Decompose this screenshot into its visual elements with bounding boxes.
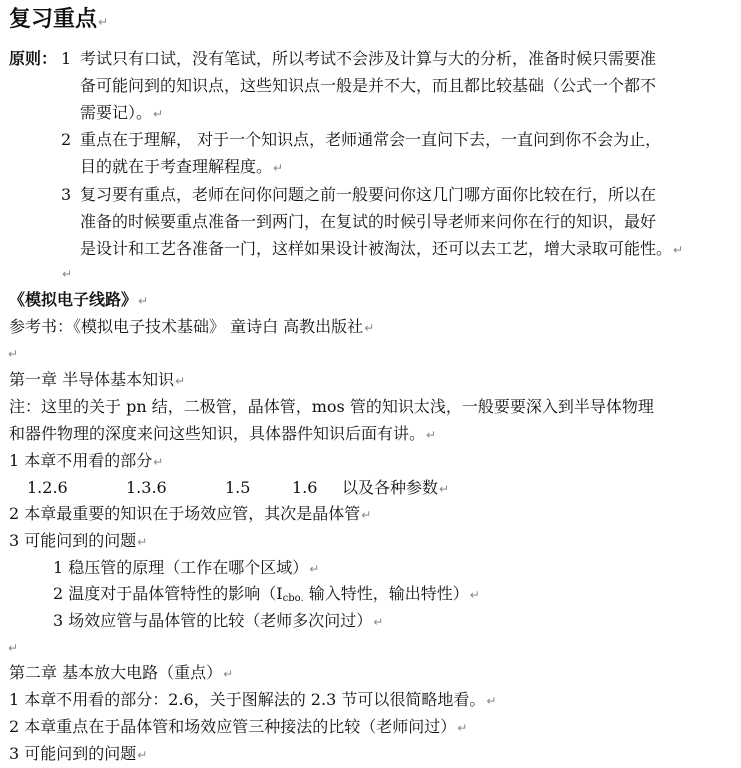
principles-label: 原则： xyxy=(9,49,58,68)
paragraph-mark-icon: ↵ xyxy=(62,267,73,281)
chapter-2-item-3: 3 可能问到的问题↵ xyxy=(9,744,148,763)
empty-paragraph xyxy=(7,342,18,365)
paragraph-mark-icon: ↵ xyxy=(137,535,148,549)
doc-title: 复习重点↵ xyxy=(9,6,109,32)
paragraph-mark-icon: ↵ xyxy=(8,347,19,361)
paragraph-mark-icon: ↵ xyxy=(457,721,468,735)
paragraph-mark-icon: ↵ xyxy=(364,321,375,335)
chapter-1-item-2: 2 本章最重要的知识在于场效应管，其次是晶体管↵ xyxy=(9,504,372,523)
skip-section: 1.2.6 xyxy=(27,478,68,497)
principle-3-line-2: 准备的时候要重点准备一到两门，在复试的时候引导老师来问你在行的知识，最好 xyxy=(80,212,657,231)
paragraph-mark-icon: ↵ xyxy=(426,428,437,442)
paragraph-mark-icon: ↵ xyxy=(153,107,164,121)
principle-2-line-1: 重点在于理解， 对于一个知识点，老师通常会一直问下去，一直问到你不会为止， xyxy=(80,130,662,149)
principle-2-line-2: 目的就在于考查理解程度。↵ xyxy=(80,157,284,176)
skip-section: 1.6 xyxy=(292,478,318,497)
chapter-1-note-line-1: 注：这里的关于 pn 结，二极管，晶体管，mos 管的知识太浅，一般要要深入到半导体物理 xyxy=(9,397,654,416)
skip-section: 以及各种参数↵ xyxy=(342,478,450,497)
paragraph-mark-icon: ↵ xyxy=(273,161,284,175)
paragraph-mark-icon: ↵ xyxy=(153,455,164,469)
chapter-1-item-3: 3 可能问到的问题↵ xyxy=(9,531,148,550)
chapter-1-note-line-2: 和器件物理的深度来问这些知识，具体器件知识后面有讲。↵ xyxy=(9,424,437,443)
principle-3-number: 3 xyxy=(61,185,72,204)
paragraph-mark-icon: ↵ xyxy=(138,294,149,308)
principle-1-line-1: 考试只有口试，没有笔试，所以考试不会涉及计算与大的分析，准备时候只需要准 xyxy=(80,49,657,68)
principle-1-line-3: 需要记）。↵ xyxy=(80,103,164,122)
paragraph-mark-icon: ↵ xyxy=(439,482,450,496)
paragraph-mark-icon: ↵ xyxy=(373,615,384,629)
chapter-1-item-1: 1 本章不用看的部分↵ xyxy=(9,451,164,470)
chapter-2-heading: 第二章 基本放大电路（重点）↵ xyxy=(9,663,234,682)
question-3: 3 场效应管与晶体管的比较（老师多次问过）↵ xyxy=(53,611,384,630)
paragraph-mark-icon: ↵ xyxy=(175,374,186,388)
empty-paragraph xyxy=(7,636,18,659)
paragraph-mark-icon: ↵ xyxy=(361,508,372,522)
paragraph-mark-icon: ↵ xyxy=(469,588,480,602)
paragraph-mark-icon: ↵ xyxy=(98,15,109,29)
principle-1-number: 1 xyxy=(61,49,72,68)
principle-3-line-1: 复习要有重点，老师在问你问题之前一般要问你这几门哪方面你比较在行，所以在 xyxy=(80,185,657,204)
paragraph-mark-icon: ↵ xyxy=(137,748,148,762)
skip-section: 1.3.6 xyxy=(126,478,167,497)
question-2: 2 温度对于晶体管特性的影响（$I_{cbo.}$ 输入特性，输出特性）↵ xyxy=(53,584,480,604)
chapter-2-item-2: 2 本章重点在于晶体管和场效应管三种接法的比较（老师问过）↵ xyxy=(9,717,468,736)
reference-book: 参考书：《模拟电子技术基础》 童诗白 高教出版社↵ xyxy=(9,317,375,336)
principle-3-line-3: 是设计和工艺各准备一门，这样如果设计被淘汰，还可以去工艺，增大录取可能性。↵ xyxy=(80,239,684,258)
paragraph-mark-icon: ↵ xyxy=(309,562,320,576)
skip-section: 1.5 xyxy=(225,478,251,497)
question-1: 1 稳压管的原理（工作在哪个区域）↵ xyxy=(53,558,320,577)
principle-2-number: 2 xyxy=(61,130,72,149)
course-title: 《模拟电子线路》↵ xyxy=(9,290,149,309)
chapter-1-heading: 第一章 半导体基本知识↵ xyxy=(9,370,186,389)
chapter-2-item-1: 1 本章不用看的部分：2.6，关于图解法的 2.3 节可以很简略地看。↵ xyxy=(9,690,497,709)
paragraph-mark-icon: ↵ xyxy=(8,641,19,655)
empty-paragraph xyxy=(61,262,72,285)
principle-1-line-2: 备可能问到的知识点，这些知识点一般是并不大，而且都比较基础（公式一个都不 xyxy=(80,76,657,95)
paragraph-mark-icon: ↵ xyxy=(486,694,497,708)
paragraph-mark-icon: ↵ xyxy=(673,243,684,257)
paragraph-mark-icon: ↵ xyxy=(223,667,234,681)
